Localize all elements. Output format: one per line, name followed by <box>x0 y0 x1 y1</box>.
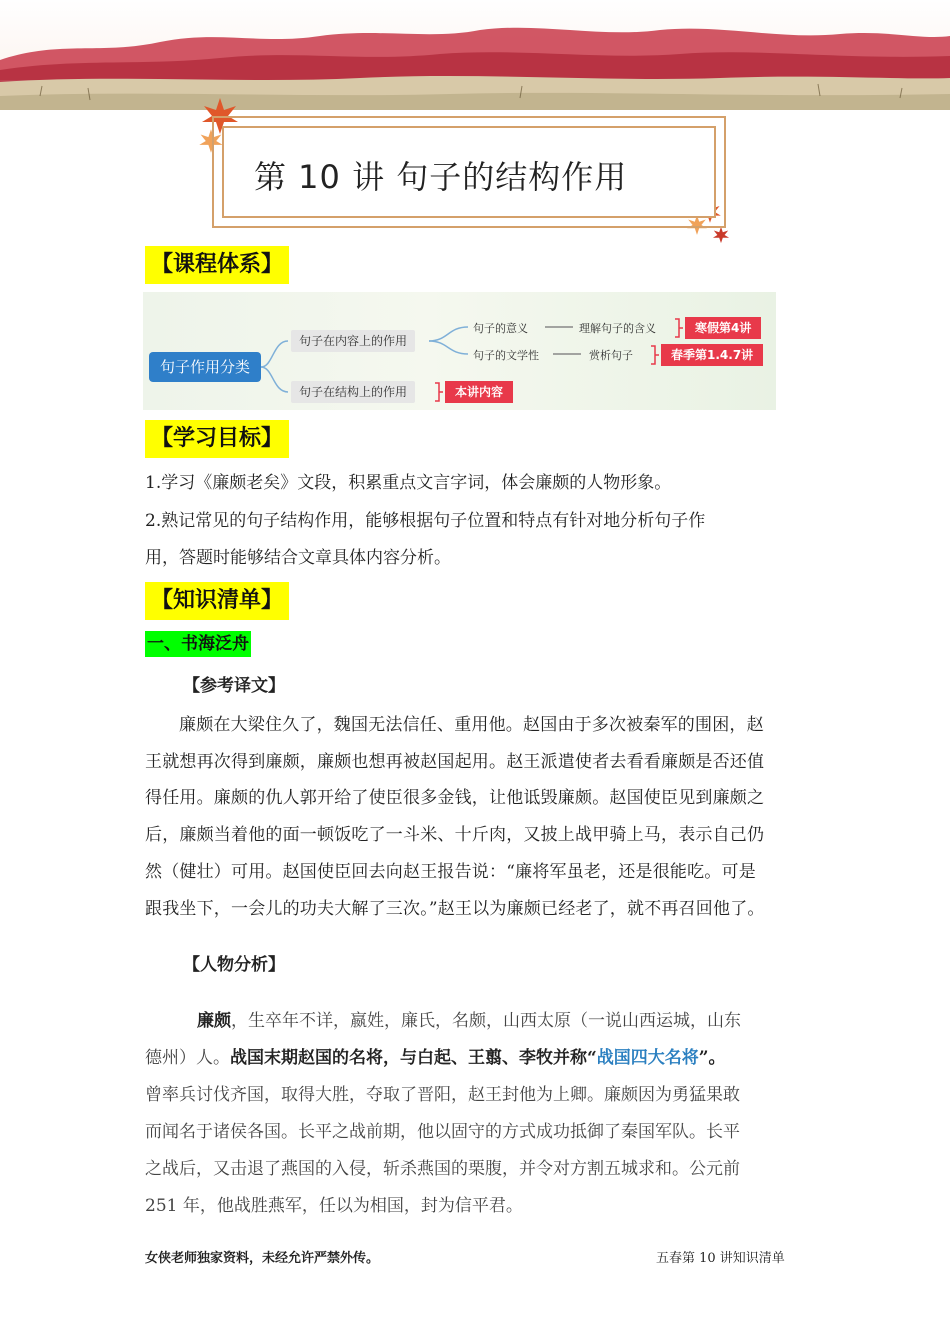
translation-line: 廉颇在大梁住久了，魏国无法信任、重用他。赵国由于多次被秦军的围困，赵 <box>179 715 764 735</box>
analysis-line: 之战后，又击退了燕国的入侵，斩杀燕国的栗腹，并令对方割五城求和。公元前 <box>145 1159 740 1179</box>
mindmap-leaf-appreciate: 赏析句子 <box>589 349 633 362</box>
course-mindmap <box>143 292 776 410</box>
character-analysis-label: 【人物分析】 <box>183 955 285 975</box>
translation-line: 后，廉颇当着他的面一顿饭吃了一斗米、十斤肉，又披上战甲骑上马，表示自己仍 <box>145 825 765 845</box>
four-generals-highlight: 战国四大名将 <box>596 1048 699 1068</box>
analysis-line-1-text: ，生卒年不详，嬴姓，廉氏，名颇，山西太原（一说山西运城，山东 <box>231 1011 741 1031</box>
mindmap-leaf-literary: 句子的文学性 <box>473 349 539 362</box>
section-course-system: 【课程体系】 <box>145 246 289 284</box>
character-name: 廉颇 <box>197 1011 231 1031</box>
analysis-line-2 <box>145 1043 726 1068</box>
maple-leaf-icon <box>712 226 730 244</box>
analysis-line: 而闻名于诸侯各国。长平之战前期，他以固守的方式成功抵御了秦国军队。长平 <box>145 1122 740 1142</box>
goal-line-3: 用，答题时能够结合文章具体内容分析。 <box>145 548 451 568</box>
footer-copyright: 女侠老师独家资料，未经允许严禁外传。 <box>145 1251 380 1266</box>
mindmap-root: 句子作用分类 <box>149 352 261 382</box>
mindmap-tag-this-lesson: 本讲内容 <box>445 381 513 403</box>
mindmap-tag-winter: 寒假第4讲 <box>685 317 761 339</box>
header-banner-illustration <box>0 0 950 110</box>
analysis-line-2-end: ”。 <box>698 1048 726 1068</box>
analysis-line: 251 年，他战胜燕军，任以为相国，封为信平君。 <box>145 1196 523 1216</box>
translation-line: 跟我坐下，一会儿的功夫大解了三次。”赵王以为廉颇已经老了，就不再召回他了。 <box>145 899 765 919</box>
ref-translation-label: 【参考译文】 <box>183 676 285 696</box>
mindmap-leaf-meaning: 句子的意义 <box>473 322 528 335</box>
section-learning-goals: 【学习目标】 <box>145 420 289 458</box>
footer-lesson-label: 五春第 10 讲知识清单 <box>656 1251 785 1266</box>
mindmap-tag-spring: 春季第1.4.7讲 <box>661 344 763 366</box>
goal-line-2: 2.熟记常见的句子结构作用，能够根据句子位置和特点有针对地分析句子作 <box>145 511 706 531</box>
mindmap-branch-structure: 句子在结构上的作用 <box>291 381 415 403</box>
translation-line: 得任用。廉颇的仇人郭开给了使臣很多金钱，让他诋毁廉颇。赵国使臣见到廉颇之 <box>145 788 765 808</box>
mindmap-branch-content: 句子在内容上的作用 <box>291 330 415 352</box>
translation-line: 王就想再次得到廉颇，廉颇也想再被赵国起用。赵王派遣使者去看看廉颇是否还值 <box>145 752 765 772</box>
heading-book-sea: 一、书海泛舟 <box>145 631 251 657</box>
lesson-title: 第 10 讲 句子的结构作用 <box>254 158 628 196</box>
analysis-line-2-plain: 德州）人。 <box>145 1048 230 1068</box>
analysis-line: 曾率兵讨伐齐国，取得大胜，夺取了晋阳，赵王封他为上卿。廉颇因为勇猛果敢 <box>145 1085 740 1105</box>
analysis-line-1 <box>197 1006 741 1031</box>
goal-line-1: 1.学习《廉颇老矣》文段，积累重点文言字词，体会廉颇的人物形象。 <box>145 473 672 493</box>
analysis-line-2-bold: 战国末期赵国的名将，与白起、王翦、李牧并称“ <box>230 1048 597 1068</box>
section-knowledge-list: 【知识清单】 <box>145 582 289 620</box>
mindmap-leaf-understand: 理解句子的含义 <box>579 322 656 335</box>
translation-line: 然（健壮）可用。赵国使臣回去向赵王报告说：“廉将军虽老，还是很能吃。可是 <box>145 862 756 882</box>
